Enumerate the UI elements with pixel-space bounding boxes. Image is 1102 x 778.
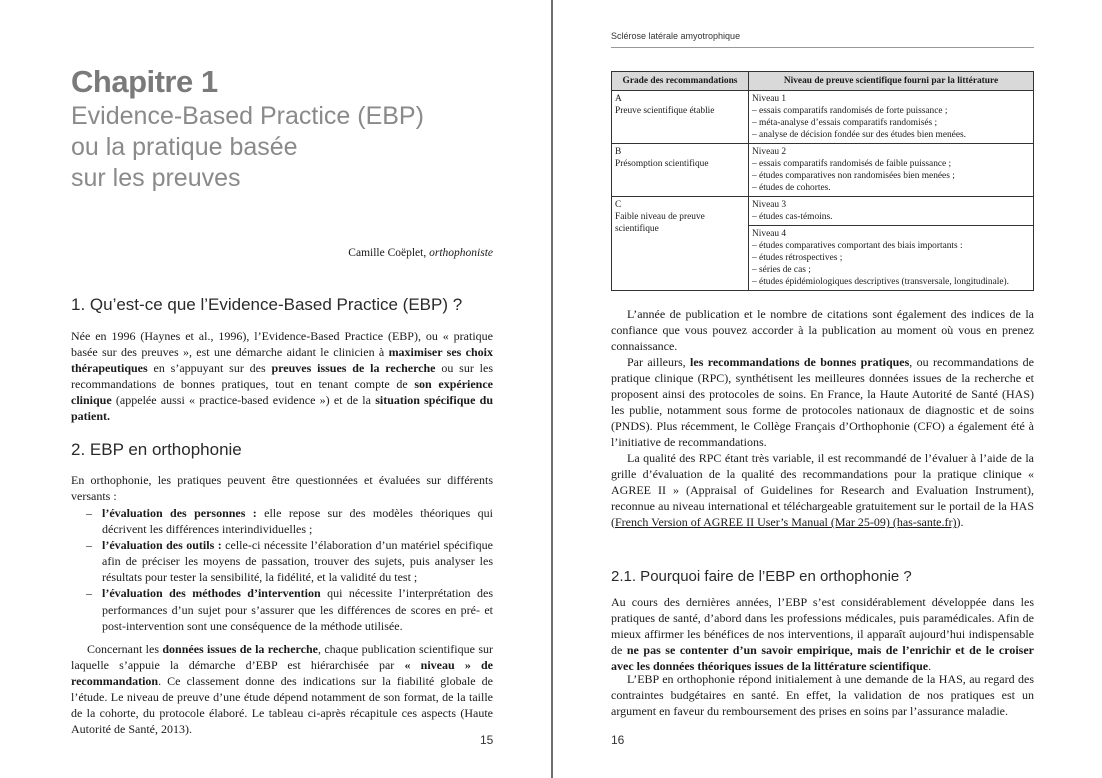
grade-cell: B Présomption scientifique (612, 144, 749, 197)
level-cell: Niveau 1 – essais comparatifs randomisés de forte puissance ; – méta-analyse d’essais comparatifs randomisés ; – analyse de décision fondée sur des études bien menées. (749, 91, 1034, 144)
rpc-paragraph: Par ailleurs, les recommandations de bonnes pratiques, ou recommandations de pratique clinique (RPC), synthétisent les meilleures données issues de la recherche et proposent ainsi des protocoles de soins. En France, la Haute Autorité de Santé (HAS) les publie, notamment sous forme de protocoles nationaux de diagnostic et de soins (PNDS). Plus récemment, le Collège Français d’Orthophonie (CFO) a également été à l’initiative de recommandations. (611, 355, 1034, 450)
level-cell: Niveau 2 – essais comparatifs randomisés de faible puissance ; – études comparatives non randomisées bien menées ; – études de cohortes. (749, 144, 1034, 197)
subsection-heading: 2.1. Pourquoi faire de l’EBP en orthophonie ? (611, 568, 912, 585)
header-rule (611, 47, 1034, 48)
table-row (612, 144, 1034, 197)
author-name: Camille Coëplet, (348, 247, 430, 259)
chapter-title-line: sur les preuves (71, 164, 241, 192)
agree-paragraph: La qualité des RPC étant très variable, il est recommandé de l’évaluer à l’aide de la grille d’évaluation de la qualité des recommandations pour la pratique clinique « AGREE II » (Appraisal of Guidelines for Research and Evaluation Instrument), reconnue au niveau international et téléchargeable gratuitement sur le portail de la HAS (French Version of AGREE II User’s Manual (Mar 25-09) (has-sante.fr)). (611, 451, 1034, 530)
table-header: Grade des recommandations (612, 72, 749, 91)
section2-intro: En orthophonie, les pratiques peuvent être questionnées et évaluées sur différents versants : (71, 473, 493, 504)
level-cell: Niveau 4 – études comparatives comportant des biais importants : – études rétrospectives ; – séries de cas ; – études épidémiologiques descriptives (transversale, longitudinale). (749, 226, 1034, 291)
list-item: – l’évaluation des outils : celle-ci nécessite l’élaboration d’un matériel spécifique afin de préciser les moyens de passation, trouver des sujets, puis analyser les résultats pour tester la sensibilité, la fidélité, et la validité du test ; (86, 538, 493, 585)
running-head: Sclérose latérale amyotrophique (611, 31, 741, 41)
chapter-title (71, 101, 511, 194)
section-heading: 2. EBP en orthophonie (71, 440, 242, 459)
subsection-paragraph: L’EBP en orthophonie répond initialement à une demande de la HAS, au regard des contraintes budgétaires en santé. En effet, la validation de nos pratiques est un argument en faveur du remboursement des prises en soins par l’assurance maladie. (611, 672, 1034, 719)
section2-paragraph: Concernant les données issues de la recherche, chaque publication scientifique sur laquelle s’appuie la démarche d’EBP est hiérarchisée par « niveau » de recommandation. Ce classement donne des indications sur la fiabilité globale de l’étude. Le niveau de preuve d’une étude dépend notamment de son format, de la taille de la cohorte, du protocole élaboré. Le tableau ci-après récapitule ces aspects (Haute Autorité de Santé, 2013). (71, 642, 493, 737)
table-row (612, 197, 1034, 226)
subsection-paragraph: Au cours des dernières années, l’EBP s’est considérablement développée dans les pratiques de santé, d’abord dans les professions médicales, puis paramédicales. Afin de mieux affirmer les bénéfices de nos interventions, il apparaît aujourd’hui indispensable de ne pas se contenter d’un savoir empirique, mais de l’enrichir et de le croiser avec les données théoriques issues de la littérature scientifique. (611, 595, 1034, 674)
page-number: 15 (480, 733, 494, 747)
chapter-title-line: Evidence-Based Practice (EBP) (71, 102, 424, 130)
chapter-number: Chapitre 1 (71, 64, 218, 99)
table-header-row (612, 72, 1034, 91)
section-heading: 1. Qu’est-ce que l’Evidence-Based Practice (EBP) ? (71, 295, 463, 314)
list-item: – l’évaluation des méthodes d’intervention qui nécessite l’interprétation des performances d’un sujet pour s’assurer que les différences de scores en pré- et post-intervention sont une conséquence de la méthode utilisée. (86, 586, 493, 633)
chapter-title-line: ou la pratique basée (71, 133, 298, 161)
evaluation-list (86, 505, 493, 634)
page-number: 16 (611, 733, 625, 747)
agree-manual-link[interactable]: French Version of AGREE II User’s Manual (Mar 25-09) (has-sante.fr) (615, 515, 957, 530)
list-item: – l’évaluation des personnes : elle repose sur des modèles théoriques qui décrivent les différences interindividuelles ; (86, 506, 493, 537)
table-header: Niveau de preuve scientifique fourni par la littérature (749, 72, 1034, 91)
author-role: orthophoniste (429, 247, 493, 259)
level-cell: Niveau 3 – études cas-témoins. (749, 197, 1034, 226)
evidence-grade-table (611, 71, 1034, 291)
chapter-author (71, 247, 493, 259)
table-row (612, 91, 1034, 144)
right-page (553, 0, 1102, 778)
grade-cell: C Faible niveau de preuve scientifique (612, 197, 749, 291)
grade-cell: A Preuve scientifique établie (612, 91, 749, 144)
section1-paragraph: Née en 1996 (Haynes et al., 1996), l’Evidence-Based Practice (EBP), ou « pratique basée sur des preuves », est une démarche aidant le clinicien à maximiser ses choix thérapeutiques en s’appuyant sur des preuves issues de la recherche ou sur les recommandations de bonnes pratiques, tout en tenant compte de son expérience clinique (appelée aussi « practice-based evidence ») et de la situation spécifique du patient. (71, 329, 494, 424)
citation-paragraph: L’année de publication et le nombre de citations sont également des indices de la confiance que vous pouvez accorder à la publication au moment où vous en prenez connaissance. (611, 307, 1034, 354)
